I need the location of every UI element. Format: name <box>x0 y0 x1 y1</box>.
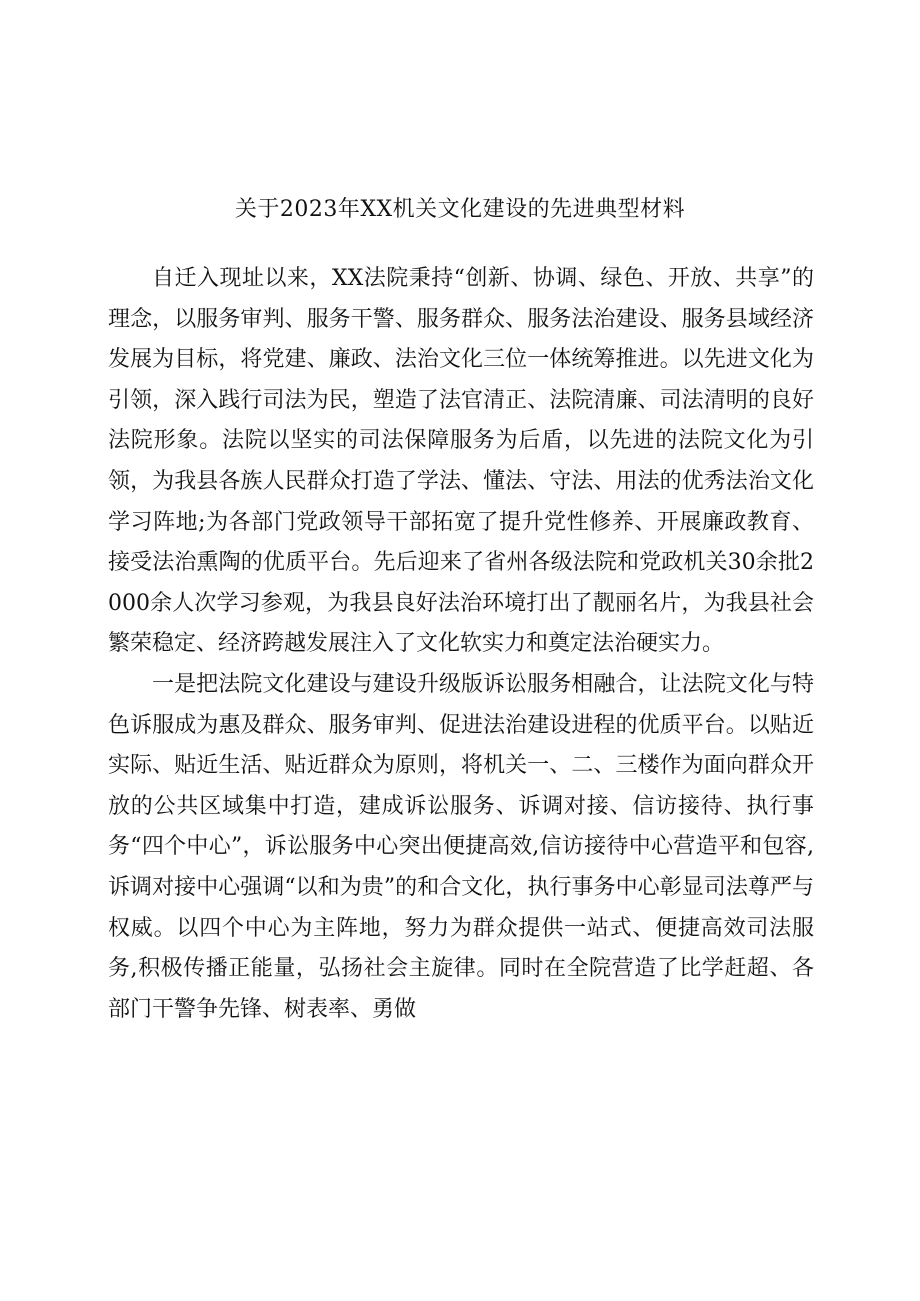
document-body <box>108 259 814 1030</box>
document-title: 关于2023年XX机关文化建设的先进典型材料 <box>234 197 686 222</box>
paragraph-2: 一是把法院文化建设与建设升级版诉讼服务相融合，让法院文化与特色诉服成为惠及群众、服务审判、促进法治建设进程的优质平台。以贴近实际、贴近生活、贴近群众为原则，将机关一、二、三楼作为面向群众开放的公共区域集中打造，建成诉讼服务、诉调对接、信访接待、执行事务“四个中心”，诉讼服务中心突出便捷高效,信访接待中心营造平和包容,诉调对接中心强调“以和为贵”的和合文化，执行事务中心彰显司法尊严与权威。以四个中心为主阵地，努力为群众提供一站式、便捷高效司法服务,积极传播正能量，弘扬社会主旋律。同时在全院营造了比学赶超、各部门干警争先锋、树表率、勇做 <box>108 671 814 1022</box>
paragraph-1: 自迁入现址以来，XX法院秉持“创新、协调、绿色、开放、共享”的理念，以服务审判、服务干警、服务群众、服务法治建设、服务县域经济发展为目标，将党建、廉政、法治文化三位一体统筹推进。以先进文化为引领，深入践行司法为民，塑造了法官清正、法院清廉、司法清明的良好法院形象。法院以坚实的司法保障服务为后盾，以先进的法院文化为引领，为我县各族人民群众打造了学法、懂法、守法、用法的优秀法治文化学习阵地;为各部门党政领导干部拓宽了提升党性修养、开展廉政教育、接受法治熏陶的优质平台。先后迎来了省州各级法院和党政机关30余批2000余人次学习参观，为我县良好法治环境打出了靓丽名片，为我县社会繁荣稳定、经济跨越发展注入了文化软实力和奠定法治硬实力。 <box>108 266 814 657</box>
